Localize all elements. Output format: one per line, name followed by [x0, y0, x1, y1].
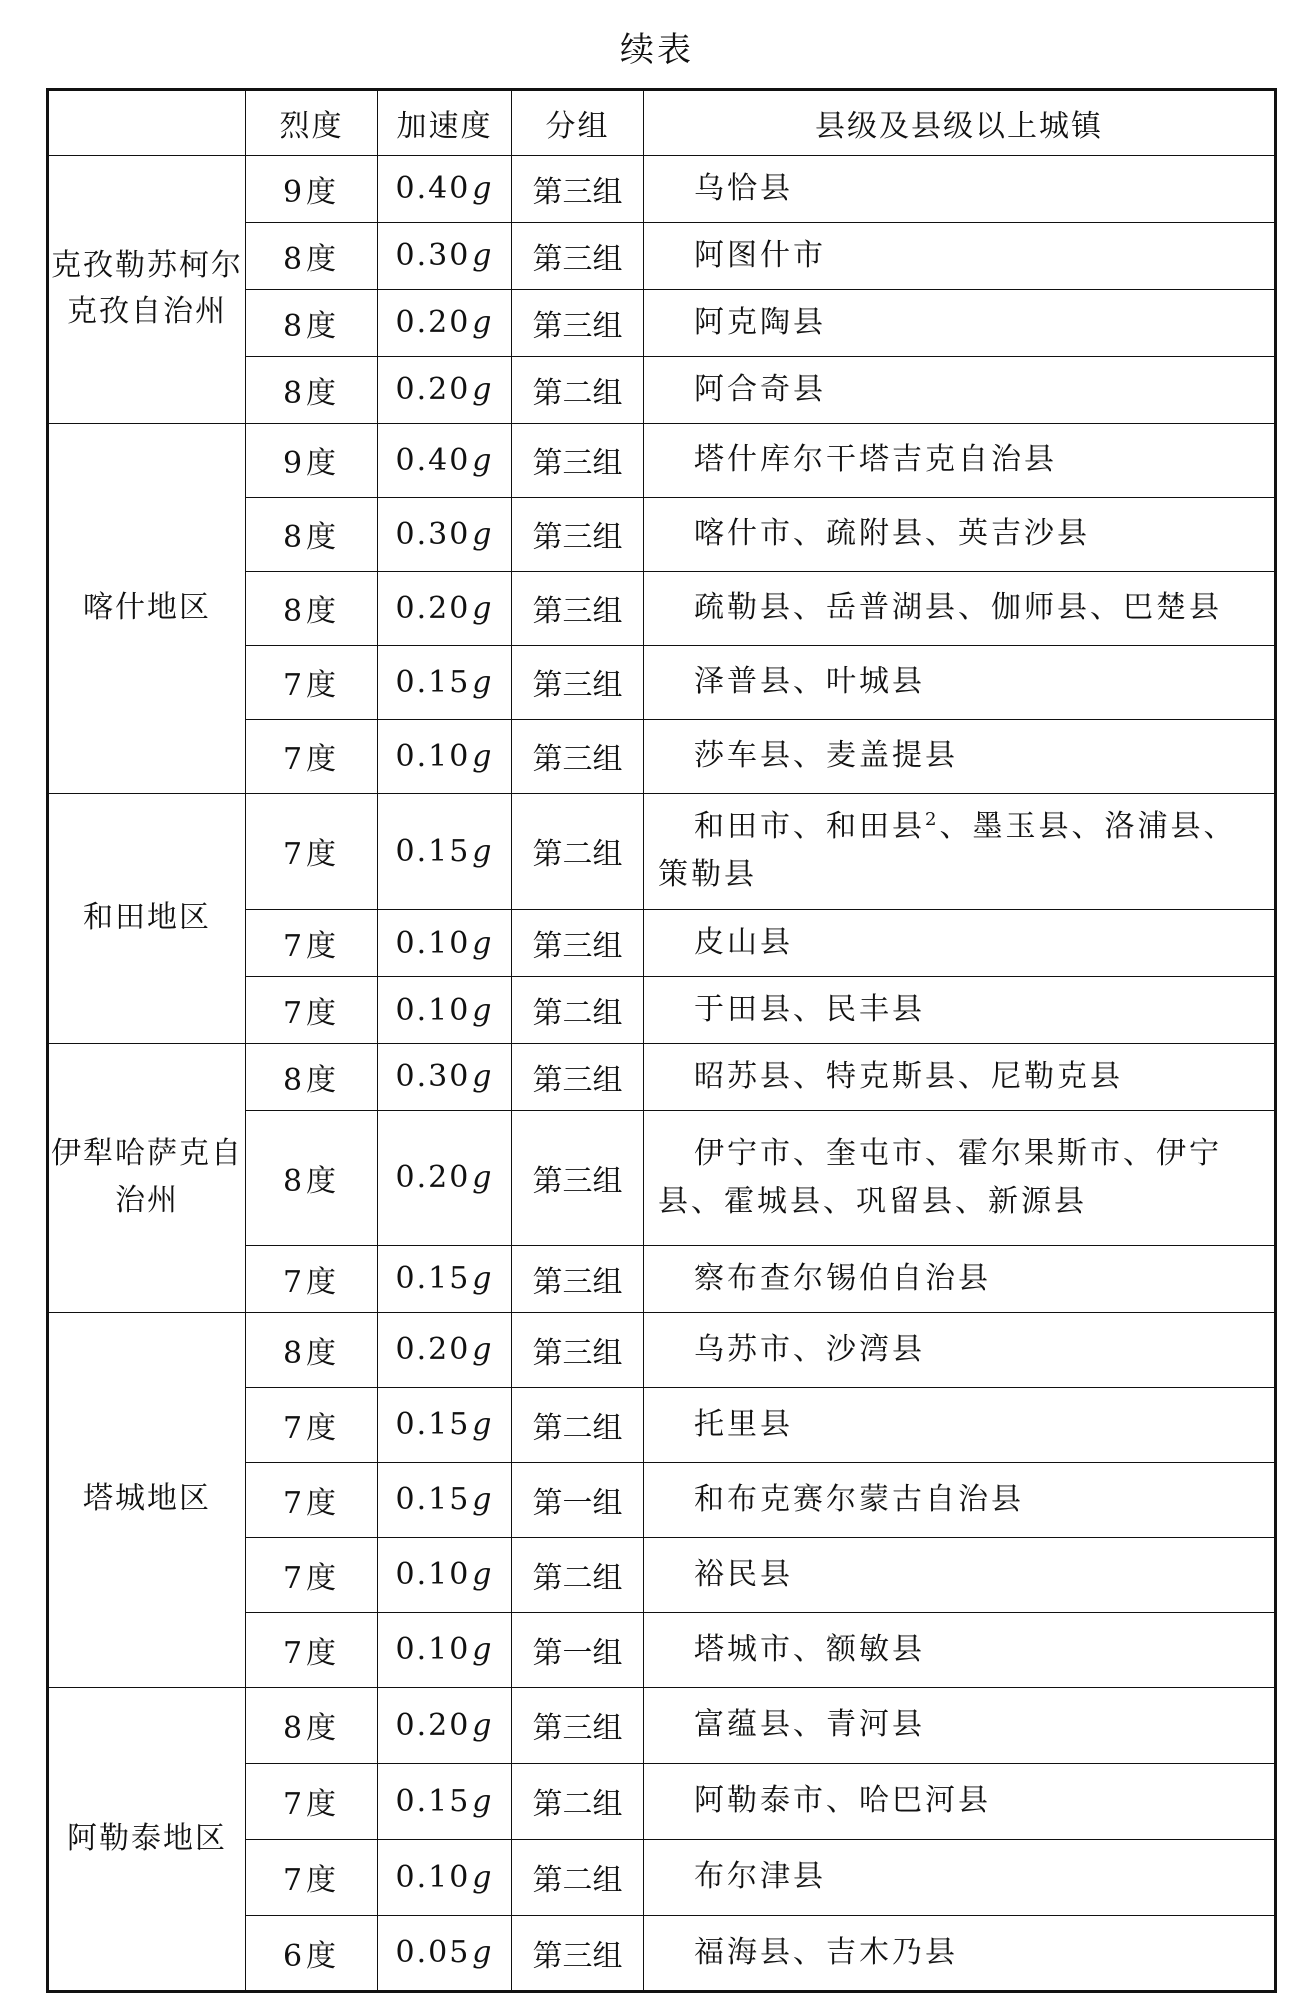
- intensity-cell: 8度: [246, 222, 378, 289]
- intensity-cell: 7度: [246, 1612, 378, 1687]
- acceleration-unit: g: [472, 1783, 494, 1819]
- acceleration-cell: [378, 1687, 512, 1763]
- intensity-cell: 8度: [246, 1312, 378, 1387]
- group-cell: 第二组: [512, 1537, 644, 1612]
- acceleration-value: 0.15: [395, 1407, 471, 1443]
- towns-cell: 托里县: [644, 1387, 1276, 1462]
- table-row: [48, 1044, 1276, 1111]
- acceleration-value: 0.10: [395, 992, 471, 1028]
- intensity-cell: 7度: [246, 1462, 378, 1537]
- acceleration-unit: g: [472, 171, 494, 207]
- intensity-cell: 7度: [246, 1245, 378, 1312]
- group-cell: 第三组: [512, 1687, 644, 1763]
- acceleration-value: 0.15: [395, 1783, 471, 1819]
- acceleration-value: 0.15: [395, 664, 471, 700]
- acceleration-value: 0.20: [395, 305, 471, 341]
- acceleration-unit: g: [472, 1332, 494, 1368]
- region-name-cell: 和田地区: [48, 793, 246, 1043]
- acceleration-unit: g: [472, 305, 494, 341]
- acceleration-cell: [378, 1312, 512, 1387]
- group-cell: 第一组: [512, 1462, 644, 1537]
- intensity-cell: 8度: [246, 356, 378, 423]
- table-row: [48, 156, 1276, 223]
- acceleration-unit: g: [472, 590, 494, 626]
- acceleration-unit: g: [472, 992, 494, 1028]
- acceleration-unit: g: [472, 372, 494, 408]
- group-cell: 第三组: [512, 497, 644, 571]
- header-intensity: 烈度: [246, 90, 378, 156]
- group-cell: 第三组: [512, 645, 644, 719]
- intensity-cell: 8度: [246, 1110, 378, 1245]
- acceleration-cell: [378, 1612, 512, 1687]
- acceleration-cell: [378, 1537, 512, 1612]
- group-cell: 第二组: [512, 356, 644, 423]
- table-row: [48, 1312, 1276, 1387]
- acceleration-unit: g: [472, 664, 494, 700]
- acceleration-cell: [378, 1387, 512, 1462]
- region-name-cell: 喀什地区: [48, 423, 246, 793]
- acceleration-unit: g: [472, 1859, 494, 1895]
- header-acceleration: 加速度: [378, 90, 512, 156]
- intensity-cell: 8度: [246, 1044, 378, 1111]
- acceleration-cell: [378, 1763, 512, 1839]
- acceleration-unit: g: [472, 833, 494, 869]
- group-cell: 第三组: [512, 571, 644, 645]
- group-cell: 第二组: [512, 1763, 644, 1839]
- table-row: [48, 1687, 1276, 1763]
- acceleration-cell: [378, 977, 512, 1044]
- intensity-cell: 6度: [246, 1915, 378, 1991]
- acceleration-unit: g: [472, 1557, 494, 1593]
- towns-cell: [644, 793, 1276, 910]
- region-name-cell: 伊犁哈萨克自治州: [48, 1044, 246, 1313]
- acceleration-value: 0.15: [395, 1482, 471, 1518]
- table-body: [48, 156, 1276, 1992]
- acceleration-value: 0.30: [395, 238, 471, 274]
- towns-cell: 泽普县、叶城县: [644, 645, 1276, 719]
- group-cell: 第二组: [512, 1387, 644, 1462]
- intensity-cell: 7度: [246, 1387, 378, 1462]
- towns-cell: 喀什市、疏附县、英吉沙县: [644, 497, 1276, 571]
- towns-text: 和田市、和田县: [694, 809, 925, 845]
- acceleration-value: 0.40: [395, 442, 471, 478]
- towns-cell: 布尔津县: [644, 1839, 1276, 1915]
- acceleration-cell: [378, 497, 512, 571]
- acceleration-cell: [378, 645, 512, 719]
- group-cell: 第三组: [512, 1110, 644, 1245]
- acceleration-value: 0.10: [395, 738, 471, 774]
- intensity-cell: 7度: [246, 719, 378, 793]
- acceleration-cell: [378, 910, 512, 977]
- acceleration-value: 0.40: [395, 171, 471, 207]
- acceleration-value: 0.20: [395, 1332, 471, 1368]
- acceleration-value: 0.10: [395, 1557, 471, 1593]
- intensity-cell: 8度: [246, 497, 378, 571]
- group-cell: 第三组: [512, 1312, 644, 1387]
- towns-cell: 阿合奇县: [644, 356, 1276, 423]
- acceleration-value: 0.20: [395, 372, 471, 408]
- table-row: [48, 423, 1276, 497]
- acceleration-unit: g: [472, 1261, 494, 1297]
- group-cell: 第三组: [512, 1044, 644, 1111]
- intensity-cell: 7度: [246, 910, 378, 977]
- acceleration-value: 0.20: [395, 1160, 471, 1196]
- acceleration-unit: g: [472, 442, 494, 478]
- acceleration-cell: [378, 719, 512, 793]
- acceleration-cell: [378, 423, 512, 497]
- intensity-cell: 9度: [246, 423, 378, 497]
- group-cell: 第三组: [512, 289, 644, 356]
- towns-cell: 昭苏县、特克斯县、尼勒克县: [644, 1044, 1276, 1111]
- group-cell: 第二组: [512, 977, 644, 1044]
- acceleration-cell: [378, 571, 512, 645]
- acceleration-cell: [378, 222, 512, 289]
- towns-cell: 裕民县: [644, 1537, 1276, 1612]
- group-cell: 第三组: [512, 423, 644, 497]
- towns-cell: 于田县、民丰县: [644, 977, 1276, 1044]
- group-cell: 第三组: [512, 156, 644, 223]
- acceleration-value: 0.15: [395, 833, 471, 869]
- intensity-cell: 8度: [246, 571, 378, 645]
- acceleration-unit: g: [472, 738, 494, 774]
- acceleration-value: 0.10: [395, 925, 471, 961]
- towns-cell: 阿图什市: [644, 222, 1276, 289]
- towns-cell: 富蕴县、青河县: [644, 1687, 1276, 1763]
- acceleration-value: 0.10: [395, 1632, 471, 1668]
- region-name-cell: 克孜勒苏柯尔克孜自治州: [48, 156, 246, 424]
- towns-cell: 阿克陶县: [644, 289, 1276, 356]
- acceleration-cell: [378, 356, 512, 423]
- acceleration-cell: [378, 1110, 512, 1245]
- acceleration-unit: g: [472, 516, 494, 552]
- intensity-cell: 9度: [246, 156, 378, 223]
- intensity-cell: 8度: [246, 289, 378, 356]
- towns-cell: 福海县、吉木乃县: [644, 1915, 1276, 1991]
- acceleration-unit: g: [472, 925, 494, 961]
- towns-cell: 和布克赛尔蒙古自治县: [644, 1462, 1276, 1537]
- group-cell: 第三组: [512, 719, 644, 793]
- group-cell: 第三组: [512, 1245, 644, 1312]
- towns-cell: 伊宁市、奎屯市、霍尔果斯市、伊宁县、霍城县、巩留县、新源县: [644, 1110, 1276, 1245]
- acceleration-unit: g: [472, 1707, 494, 1743]
- towns-cell: 疏勒县、岳普湖县、伽师县、巴楚县: [644, 571, 1276, 645]
- acceleration-unit: g: [472, 238, 494, 274]
- footnote-marker: 2: [925, 809, 940, 831]
- towns-cell: 皮山县: [644, 910, 1276, 977]
- region-name-cell: 阿勒泰地区: [48, 1687, 246, 1991]
- acceleration-value: 0.20: [395, 1707, 471, 1743]
- region-name-cell: 塔城地区: [48, 1312, 246, 1687]
- towns-cell: 莎车县、麦盖提县: [644, 719, 1276, 793]
- table-row: [48, 793, 1276, 910]
- acceleration-unit: g: [472, 1935, 494, 1971]
- towns-text: 、墨玉县、洛浦县、策勒县: [658, 809, 1237, 893]
- acceleration-unit: g: [472, 1407, 494, 1443]
- acceleration-cell: [378, 1044, 512, 1111]
- acceleration-unit: g: [472, 1059, 494, 1095]
- group-cell: 第二组: [512, 1839, 644, 1915]
- intensity-cell: 7度: [246, 1763, 378, 1839]
- acceleration-cell: [378, 1839, 512, 1915]
- towns-cell: 察布查尔锡伯自治县: [644, 1245, 1276, 1312]
- acceleration-value: 0.10: [395, 1859, 471, 1895]
- intensity-cell: 7度: [246, 793, 378, 910]
- acceleration-unit: g: [472, 1632, 494, 1668]
- acceleration-cell: [378, 289, 512, 356]
- intensity-cell: 7度: [246, 1537, 378, 1612]
- group-cell: 第三组: [512, 910, 644, 977]
- group-cell: 第二组: [512, 793, 644, 910]
- group-cell: 第三组: [512, 1915, 644, 1991]
- acceleration-value: 0.15: [395, 1261, 471, 1297]
- acceleration-cell: [378, 1462, 512, 1537]
- header-group: 分组: [512, 90, 644, 156]
- header-towns: 县级及县级以上城镇: [644, 90, 1276, 156]
- intensity-cell: 7度: [246, 977, 378, 1044]
- group-cell: 第三组: [512, 222, 644, 289]
- seismic-zoning-table: [46, 88, 1277, 1993]
- towns-cell: 乌恰县: [644, 156, 1276, 223]
- acceleration-value: 0.30: [395, 1059, 471, 1095]
- intensity-cell: 7度: [246, 1839, 378, 1915]
- table-caption: 续表: [620, 30, 694, 70]
- towns-cell: 塔城市、额敏县: [644, 1612, 1276, 1687]
- towns-cell: 阿勒泰市、哈巴河县: [644, 1763, 1276, 1839]
- table-header-row: [48, 90, 1276, 156]
- acceleration-unit: g: [472, 1482, 494, 1518]
- towns-cell: 塔什库尔干塔吉克自治县: [644, 423, 1276, 497]
- intensity-cell: 7度: [246, 645, 378, 719]
- acceleration-cell: [378, 1915, 512, 1991]
- acceleration-value: 0.30: [395, 516, 471, 552]
- intensity-cell: 8度: [246, 1687, 378, 1763]
- acceleration-cell: [378, 793, 512, 910]
- acceleration-value: 0.05: [395, 1935, 471, 1971]
- towns-cell: 乌苏市、沙湾县: [644, 1312, 1276, 1387]
- acceleration-cell: [378, 1245, 512, 1312]
- acceleration-value: 0.20: [395, 590, 471, 626]
- acceleration-cell: [378, 156, 512, 223]
- acceleration-unit: g: [472, 1160, 494, 1196]
- group-cell: 第一组: [512, 1612, 644, 1687]
- header-region: [48, 90, 246, 156]
